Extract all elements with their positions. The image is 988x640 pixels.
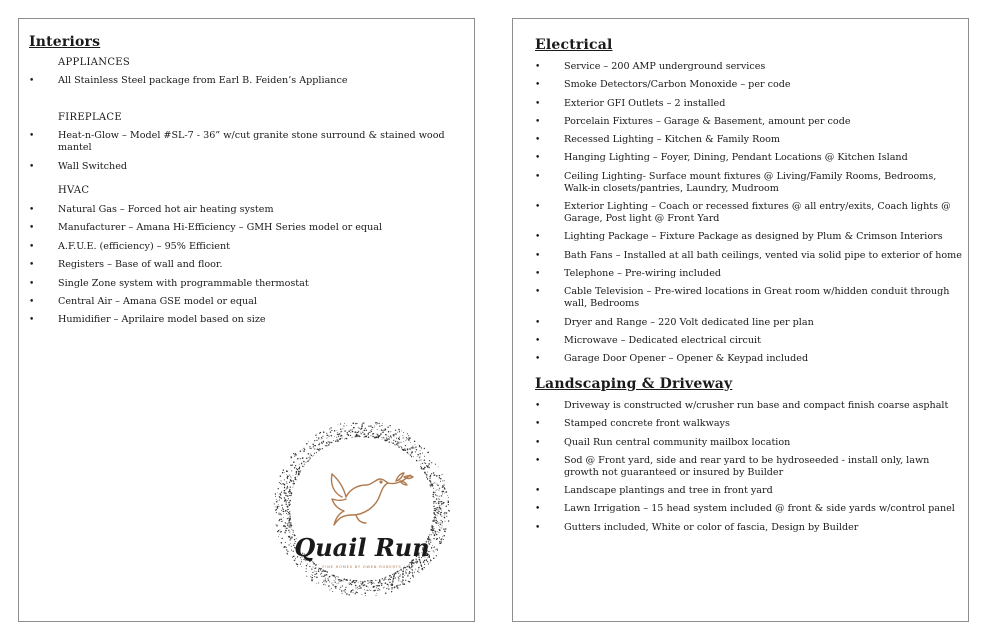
electrical-list xyxy=(535,61,962,365)
list-item: • Recessed Lighting – Kitchen & Family Room xyxy=(535,134,962,146)
list-item: • Stamped concrete front walkways xyxy=(535,418,962,430)
list-item: • Exterior Lighting – Coach or recessed fixtures @ all entry/exits, Coach lights @ Garage, Post light @ Front Yard xyxy=(535,201,962,225)
list-item: • All Stainless Steel package from Earl B. Feiden’s Appliance xyxy=(29,75,449,87)
list-item: • Sod @ Front yard, side and rear yard to be hydroseeded - install only, lawn growth not guaranteed or insured by Builder xyxy=(535,455,962,479)
appliances-heading: APPLIANCES xyxy=(58,57,131,68)
interiors-title: Interiors xyxy=(29,34,101,50)
list-item: • Humidifier – Aprilaire model based on size xyxy=(29,314,449,326)
list-item: • Landscape plantings and tree in front yard xyxy=(535,485,962,497)
logo-tagline: FINE HOMES BY OWEN ROBERTS xyxy=(322,565,402,569)
list-item: • Cable Television – Pre-wired locations in Great room w/hidden conduit through wall, Bedrooms xyxy=(535,286,962,310)
list-item: • Exterior GFI Outlets – 2 installed xyxy=(535,98,962,110)
logo-graphic xyxy=(272,419,452,599)
list-item: • Hanging Lighting – Foyer, Dining, Pendant Locations @ Kitchen Island xyxy=(535,152,962,164)
list-item: • Service – 200 AMP underground services xyxy=(535,61,962,73)
list-item: • Telephone – Pre-wiring included xyxy=(535,268,962,280)
logo-brand-text: Quail Run xyxy=(294,533,430,562)
list-item: • Garage Door Opener – Opener & Keypad included xyxy=(535,353,962,365)
appliances-list xyxy=(29,75,449,87)
list-item: • Single Zone system with programmable thermostat xyxy=(29,278,449,290)
hvac-list xyxy=(29,204,449,326)
electrical-title: Electrical xyxy=(535,37,613,53)
list-item: • Ceiling Lighting- Surface mount fixtures @ Living/Family Rooms, Bedrooms, Walk-in closets/pantries, Laundry, Mudroom xyxy=(535,171,962,195)
landscaping-title: Landscaping & Driveway xyxy=(535,376,733,392)
list-item: • Lighting Package – Fixture Package as designed by Plum & Crimson Interiors xyxy=(535,231,962,243)
list-item: • Bath Fans – Installed at all bath ceilings, vented via solid pipe to exterior of home xyxy=(535,250,962,262)
list-item: • Manufacturer – Amana Hi-Efficiency – GMH Series model or equal xyxy=(29,222,449,234)
quail-run-logo xyxy=(272,419,452,599)
hvac-heading: HVAC xyxy=(58,185,90,196)
list-item: • Driveway is constructed w/crusher run base and compact finish coarse asphalt xyxy=(535,400,962,412)
fireplace-heading: FIREPLACE xyxy=(58,112,122,123)
fireplace-list xyxy=(29,130,449,173)
list-item: • Smoke Detectors/Carbon Monoxide – per code xyxy=(535,79,962,91)
list-item: • Natural Gas – Forced hot air heating system xyxy=(29,204,449,216)
list-item: • Quail Run central community mailbox location xyxy=(535,437,962,449)
list-item: • Lawn Irrigation – 15 head system included @ front & side yards w/control panel xyxy=(535,503,962,515)
list-item: • Dryer and Range – 220 Volt dedicated line per plan xyxy=(535,317,962,329)
list-item: • Central Air – Amana GSE model or equal xyxy=(29,296,449,308)
landscaping-list xyxy=(535,400,962,534)
list-item: • Heat-n-Glow – Model #SL-7 - 36” w/cut granite stone surround & stained wood mantel xyxy=(29,130,449,154)
list-item: • Wall Switched xyxy=(29,161,449,173)
list-item: • A.F.U.E. (efficiency) – 95% Efficient xyxy=(29,241,449,253)
list-item: • Porcelain Fixtures – Garage & Basement, amount per code xyxy=(535,116,962,128)
list-item: • Microwave – Dedicated electrical circuit xyxy=(535,335,962,347)
list-item: • Registers – Base of wall and floor. xyxy=(29,259,449,271)
list-item: • Gutters included, White or color of fascia, Design by Builder xyxy=(535,522,962,534)
